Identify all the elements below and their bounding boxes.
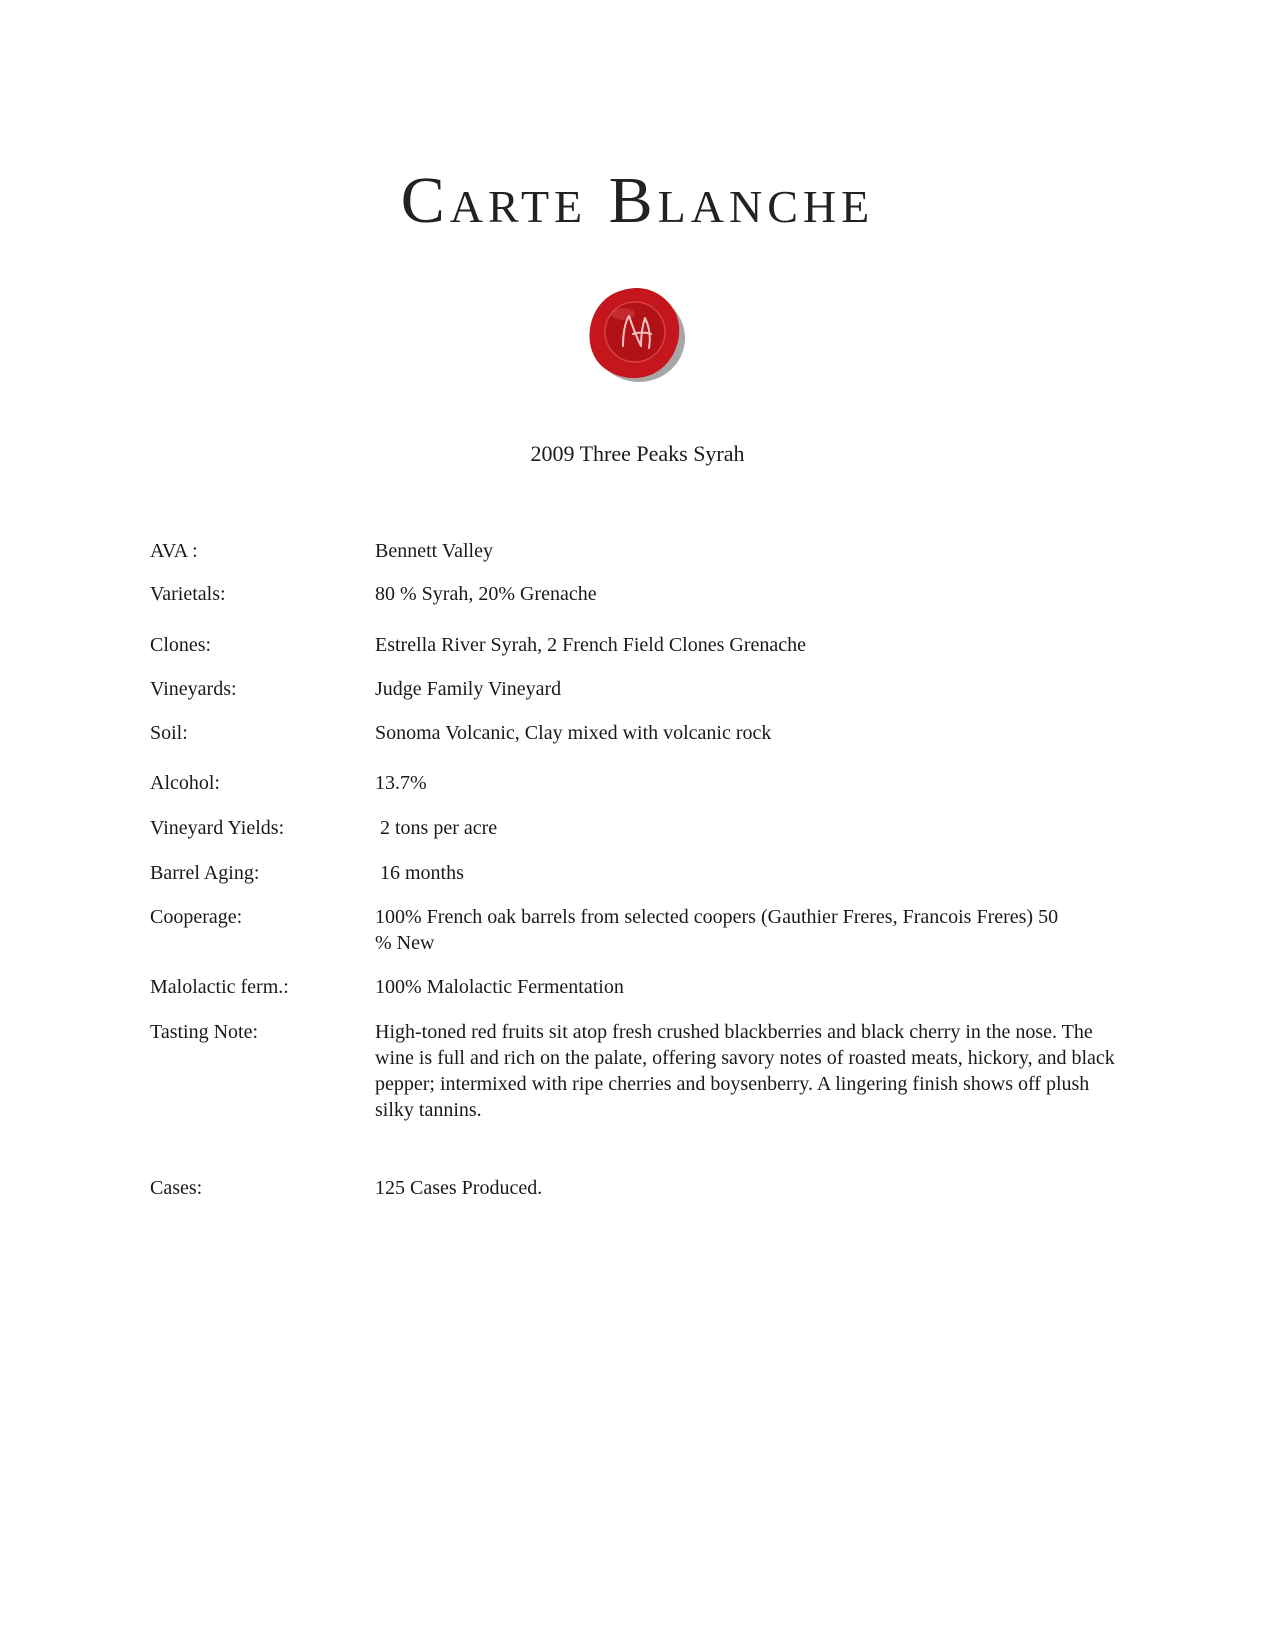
spec-row-vineyards xyxy=(150,676,1130,702)
spec-label: Malolactic ferm.: xyxy=(150,976,289,998)
spec-label: Cases: xyxy=(150,1177,203,1199)
spec-row-cooperage xyxy=(150,904,1130,956)
spec-row-varietals xyxy=(150,581,1130,607)
spec-row-alcohol xyxy=(150,770,1130,796)
spec-row-barrel-aging xyxy=(150,860,1130,886)
wine-title: 2009 Three Peaks Syrah xyxy=(530,441,745,466)
spec-label: Varietals: xyxy=(150,583,226,605)
spec-value: 125 Cases Produced. xyxy=(375,1177,543,1199)
spec-value: Bennett Valley xyxy=(375,540,493,562)
spec-label: Cooperage: xyxy=(150,906,243,928)
spec-row-soil xyxy=(150,720,1130,746)
spec-value: 100% Malolactic Fermentation xyxy=(375,976,624,998)
spec-row-vineyard-yields xyxy=(150,815,1130,841)
spec-value: 2 tons per acre xyxy=(375,817,498,839)
spec-label: Soil: xyxy=(150,722,188,744)
spec-row-ava xyxy=(150,538,1130,564)
spec-value: Estrella River Syrah, 2 French Field Clones Grenache xyxy=(375,634,806,656)
spec-row-clones xyxy=(150,632,1130,658)
spec-label: Tasting Note: xyxy=(150,1021,259,1043)
spec-value: High-toned red fruits sit atop fresh crushed blackberries and black cherry in the nose. The wine is full and rich on the palate, offering savory notes of roasted meats, hickory, and black pepper; intermixed with ripe cherries and boysenberry. A lingering finish shows off plush silky tannins. xyxy=(375,1021,1115,1121)
spec-label: AVA : xyxy=(150,540,198,562)
spec-row-malolactic xyxy=(150,974,1130,1000)
spec-label: Clones: xyxy=(150,634,212,656)
spec-row-cases xyxy=(150,1175,1130,1201)
spec-label: Barrel Aging: xyxy=(150,862,260,884)
spec-value: 13.7% xyxy=(375,772,427,794)
spec-label: Vineyards: xyxy=(150,678,237,700)
spec-value: 16 months xyxy=(375,862,464,884)
spec-value: 100% French oak barrels from selected coopers (Gauthier Freres, Francois Freres) 50 % New xyxy=(375,906,1059,954)
spec-label: Vineyard Yields: xyxy=(150,817,285,839)
spec-label: Alcohol: xyxy=(150,772,220,794)
wax-seal-logo xyxy=(583,282,687,386)
spec-value: Judge Family Vineyard xyxy=(375,678,562,700)
brand-title: Carte Blanche xyxy=(400,164,875,237)
spec-row-tasting-note xyxy=(150,1019,1130,1123)
spec-value: 80 % Syrah, 20% Grenache xyxy=(375,583,597,605)
spec-value: Sonoma Volcanic, Clay mixed with volcanic rock xyxy=(375,722,772,744)
